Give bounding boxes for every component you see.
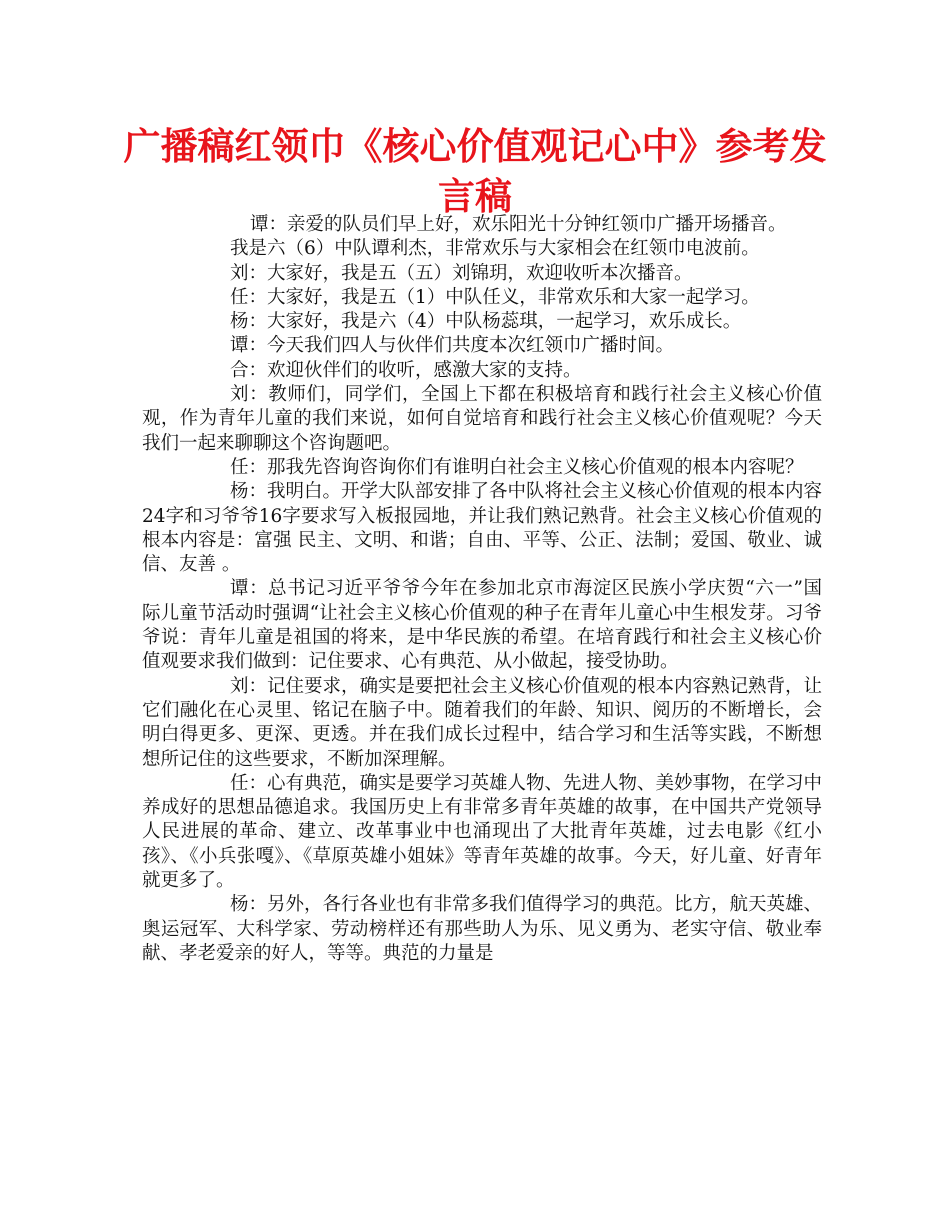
- document-body: [142, 213, 822, 966]
- document-title: 广播稿红领巾《核心价值观记心中》参考发言稿: [123, 125, 827, 218]
- paragraph: 刘：教师们，同学们，全国上下都在积极培育和践行社会主义核心价值观，作为青年儿童的我们来说，如何自觉培育和践行社会主义核心价值观呢？今天我们一起来聊聊这个咨询题吧。: [142, 384, 822, 454]
- paragraph: 我是六（6）中队谭利杰，非常欢乐与大家相会在红领巾电波前。: [230, 238, 760, 260]
- paragraph: 任：那我先咨询咨询你们有谁明白社会主义核心价值观的根本内容呢？: [230, 456, 804, 478]
- paragraph: 任：心有典范，确实是要学习英雄人物、先进人物、美妙事物，在学习中养成好的思想品德追求。我国历史上有非常多青年英雄的故事，在中国共产党领导人民进展的革命、建立、改革事业中也涌现出了大批青年英雄，过去电影《红小孩》、《小兵张嘎》、《草原英雄小姐妹》等青年英雄的故事。今天，好儿童、好青年就更多了。: [142, 772, 823, 892]
- paragraph: 刘：记住要求，确实是要把社会主义核心价值观的根本内容熟记熟背，让它们融化在心灵里、铭记在脑子中。随着我们的年龄、知识、阅历的不断增长，会明白得更多、更深、更透。并在我们成长过程中，结合学习和生活等实践，不断想想所记住的这些要求，不断加深理解。: [142, 675, 823, 770]
- paragraph: 谭：今天我们四人与伙伴们共度本次红领巾广播时间。: [230, 335, 675, 357]
- paragraph: 合：欢迎伙伴们的收听，感激大家的支持。: [230, 359, 582, 381]
- paragraph: 任：大家好，我是五（1）中队任义，非常欢乐和大家一起学习。: [230, 286, 760, 308]
- paragraph: 杨：另外，各行各业也有非常多我们值得学习的典范。比方，航天英雄、奥运冠军、大科学家、劳动榜样还有那些助人为乐、见义勇为、老实守信、敬业奉献、孝老爱亲的好人，等等。典范的力量是: [142, 894, 823, 964]
- paragraph: 杨：大家好，我是六（4）中队杨蕊琪，一起学习，欢乐成长。: [230, 311, 742, 333]
- paragraph: 杨：我明白。开学大队部安排了各中队将社会主义核心价值观的根本内容24字和习爷爷16字要求写入板报园地，并让我们熟记熟背。社会主义核心价值观的根本内容是：富强 民主、文明、和谐；自由、平等、公正、法制；爱国、敬业、诚信、友善 。: [142, 481, 823, 576]
- paragraph: 刘：大家好，我是五（五）刘锦玥，欢迎收听本次播音。: [230, 262, 693, 284]
- paragraph: 谭：亲爱的队员们早上好，欢乐阳光十分钟红领巾广播开场播音。: [250, 214, 787, 235]
- paragraph: 谭：总书记习近平爷爷今年在参加北京市海淀区民族小学庆贺“六一”国际儿童节活动时强调“让社会主义核心价值观的种子在青年儿童心中生根发芽。习爷爷说：青年儿童是祖国的将来，是中华民族的希望。在培育践行和社会主义核心价值观要求我们做到：记住要求、心有典范、从小做起，接受协助。: [142, 578, 822, 673]
